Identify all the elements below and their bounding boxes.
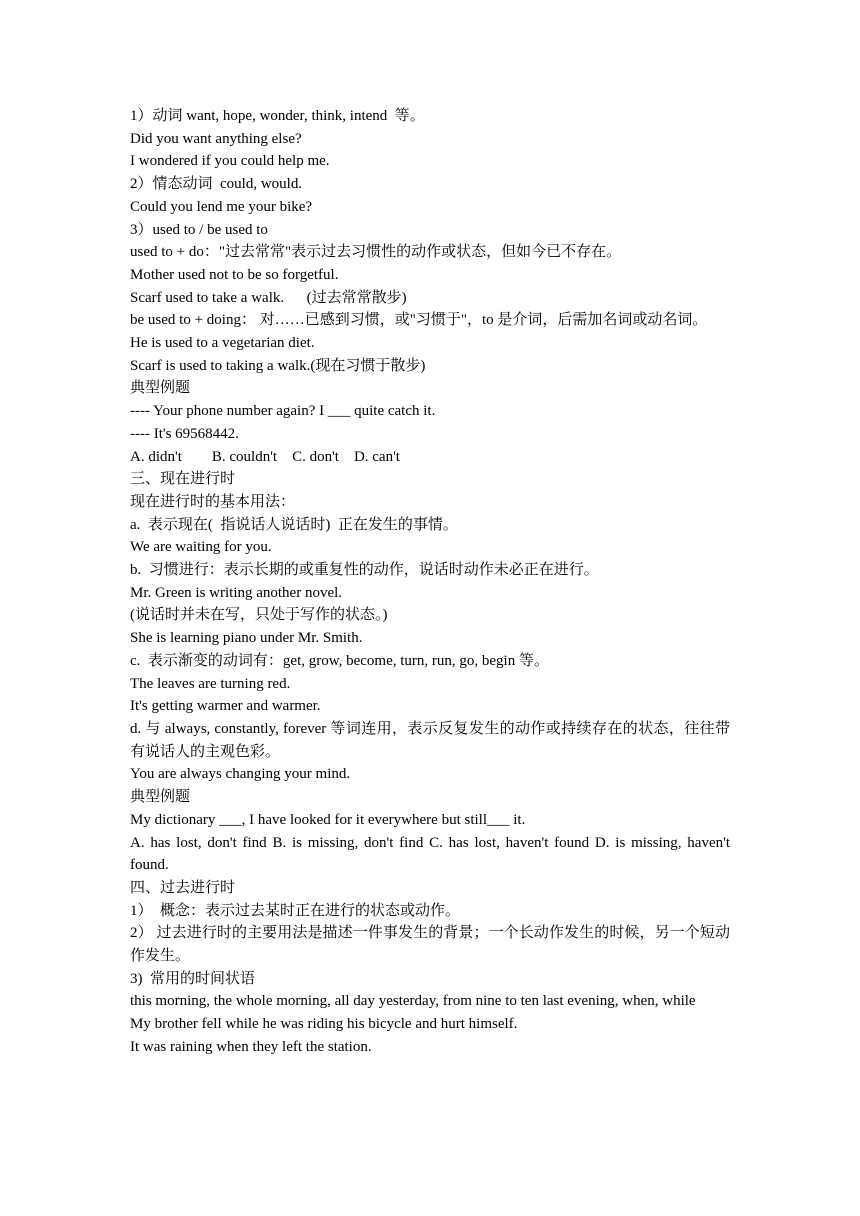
text-line: We are waiting for you. xyxy=(130,539,272,556)
text-line: He is used to a vegetarian diet. xyxy=(130,335,315,352)
text-line: Did you want anything else? xyxy=(130,130,302,147)
text-line: The leaves are turning red. xyxy=(130,675,291,692)
text-line: Could you lend me your bike? xyxy=(130,198,313,215)
answer-options: A. has lost, don't find B. is missing, don't find C. has lost, haven't found D. is missing, haven't found. xyxy=(130,834,730,874)
text-line: My dictionary ___, I have looked for it everywhere but still___ it. xyxy=(130,811,526,828)
section-heading: 四、过去进行时 xyxy=(130,879,236,896)
text-line: (说话时并未在写，只处于写作的状态。) xyxy=(130,607,388,624)
text-line: 3）used to / be used to xyxy=(130,221,268,238)
text-line: 现在进行时的基本用法： xyxy=(130,493,296,510)
answer-options: A. didn't B. couldn't C. don't D. can't xyxy=(130,448,400,465)
text-line: You are always changing your mind. xyxy=(130,766,351,783)
text-paragraph: be used to + doing： 对……已感到习惯，或"习惯于"，to 是介词，后需加名词或动名词。 xyxy=(130,312,708,329)
text-line: Scarf is used to taking a walk.(现在习惯于散步) xyxy=(130,357,426,374)
text-line: Mother used not to be so forgetful. xyxy=(130,266,339,283)
document-body xyxy=(130,105,730,1059)
text-paragraph: d. 与 always, constantly, forever 等词连用，表示反复发生的动作或持续存在的状态，往往带有说话人的主观色彩。 xyxy=(130,720,730,760)
text-line: a. 表示现在( 指说话人说话时) 正在发生的事情。 xyxy=(130,516,458,533)
section-heading: 典型例题 xyxy=(130,789,191,806)
text-line: Scarf used to take a walk. (过去常常散步) xyxy=(130,289,407,306)
text-line: c. 表示渐变的动词有：get, grow, become, turn, run, go, begin 等。 xyxy=(130,652,549,669)
text-line: ---- It's 69568442. xyxy=(130,425,239,442)
text-line: 2）情态动词 could, would. xyxy=(130,176,303,193)
text-line: 1）动词 want, hope, wonder, think, intend 等。 xyxy=(130,108,425,124)
text-line: 3) 常用的时间状语 xyxy=(130,970,255,987)
text-line: I wondered if you could help me. xyxy=(130,153,330,170)
text-line: It's getting warmer and warmer. xyxy=(130,698,321,715)
section-heading: 典型例题 xyxy=(130,380,191,397)
text-line: Mr. Green is writing another novel. xyxy=(130,584,343,601)
section-heading: 三、现在进行时 xyxy=(130,471,236,488)
text-line: It was raining when they left the station. xyxy=(130,1038,372,1055)
text-line: My brother fell while he was riding his bicycle and hurt himself. xyxy=(130,1016,518,1033)
text-line: She is learning piano under Mr. Smith. xyxy=(130,630,363,647)
text-line: used to + do："过去常常"表示过去习惯性的动作或状态，但如今已不存在。 xyxy=(130,244,622,261)
text-paragraph: 2） 过去进行时的主要用法是描述一件事发生的背景；一个长动作发生的时候，另一个短动作发生。 xyxy=(130,925,730,965)
text-paragraph: this morning, the whole morning, all day yesterday, from nine to ten last evening, when, while xyxy=(130,993,696,1010)
text-line: 1） 概念：表示过去某时正在进行的状态或动作。 xyxy=(130,902,461,919)
text-line: ---- Your phone number again? I ___ quite catch it. xyxy=(130,403,436,420)
text-line: b. 习惯进行：表示长期的或重复性的动作，说话时动作未必正在进行。 xyxy=(130,562,599,579)
